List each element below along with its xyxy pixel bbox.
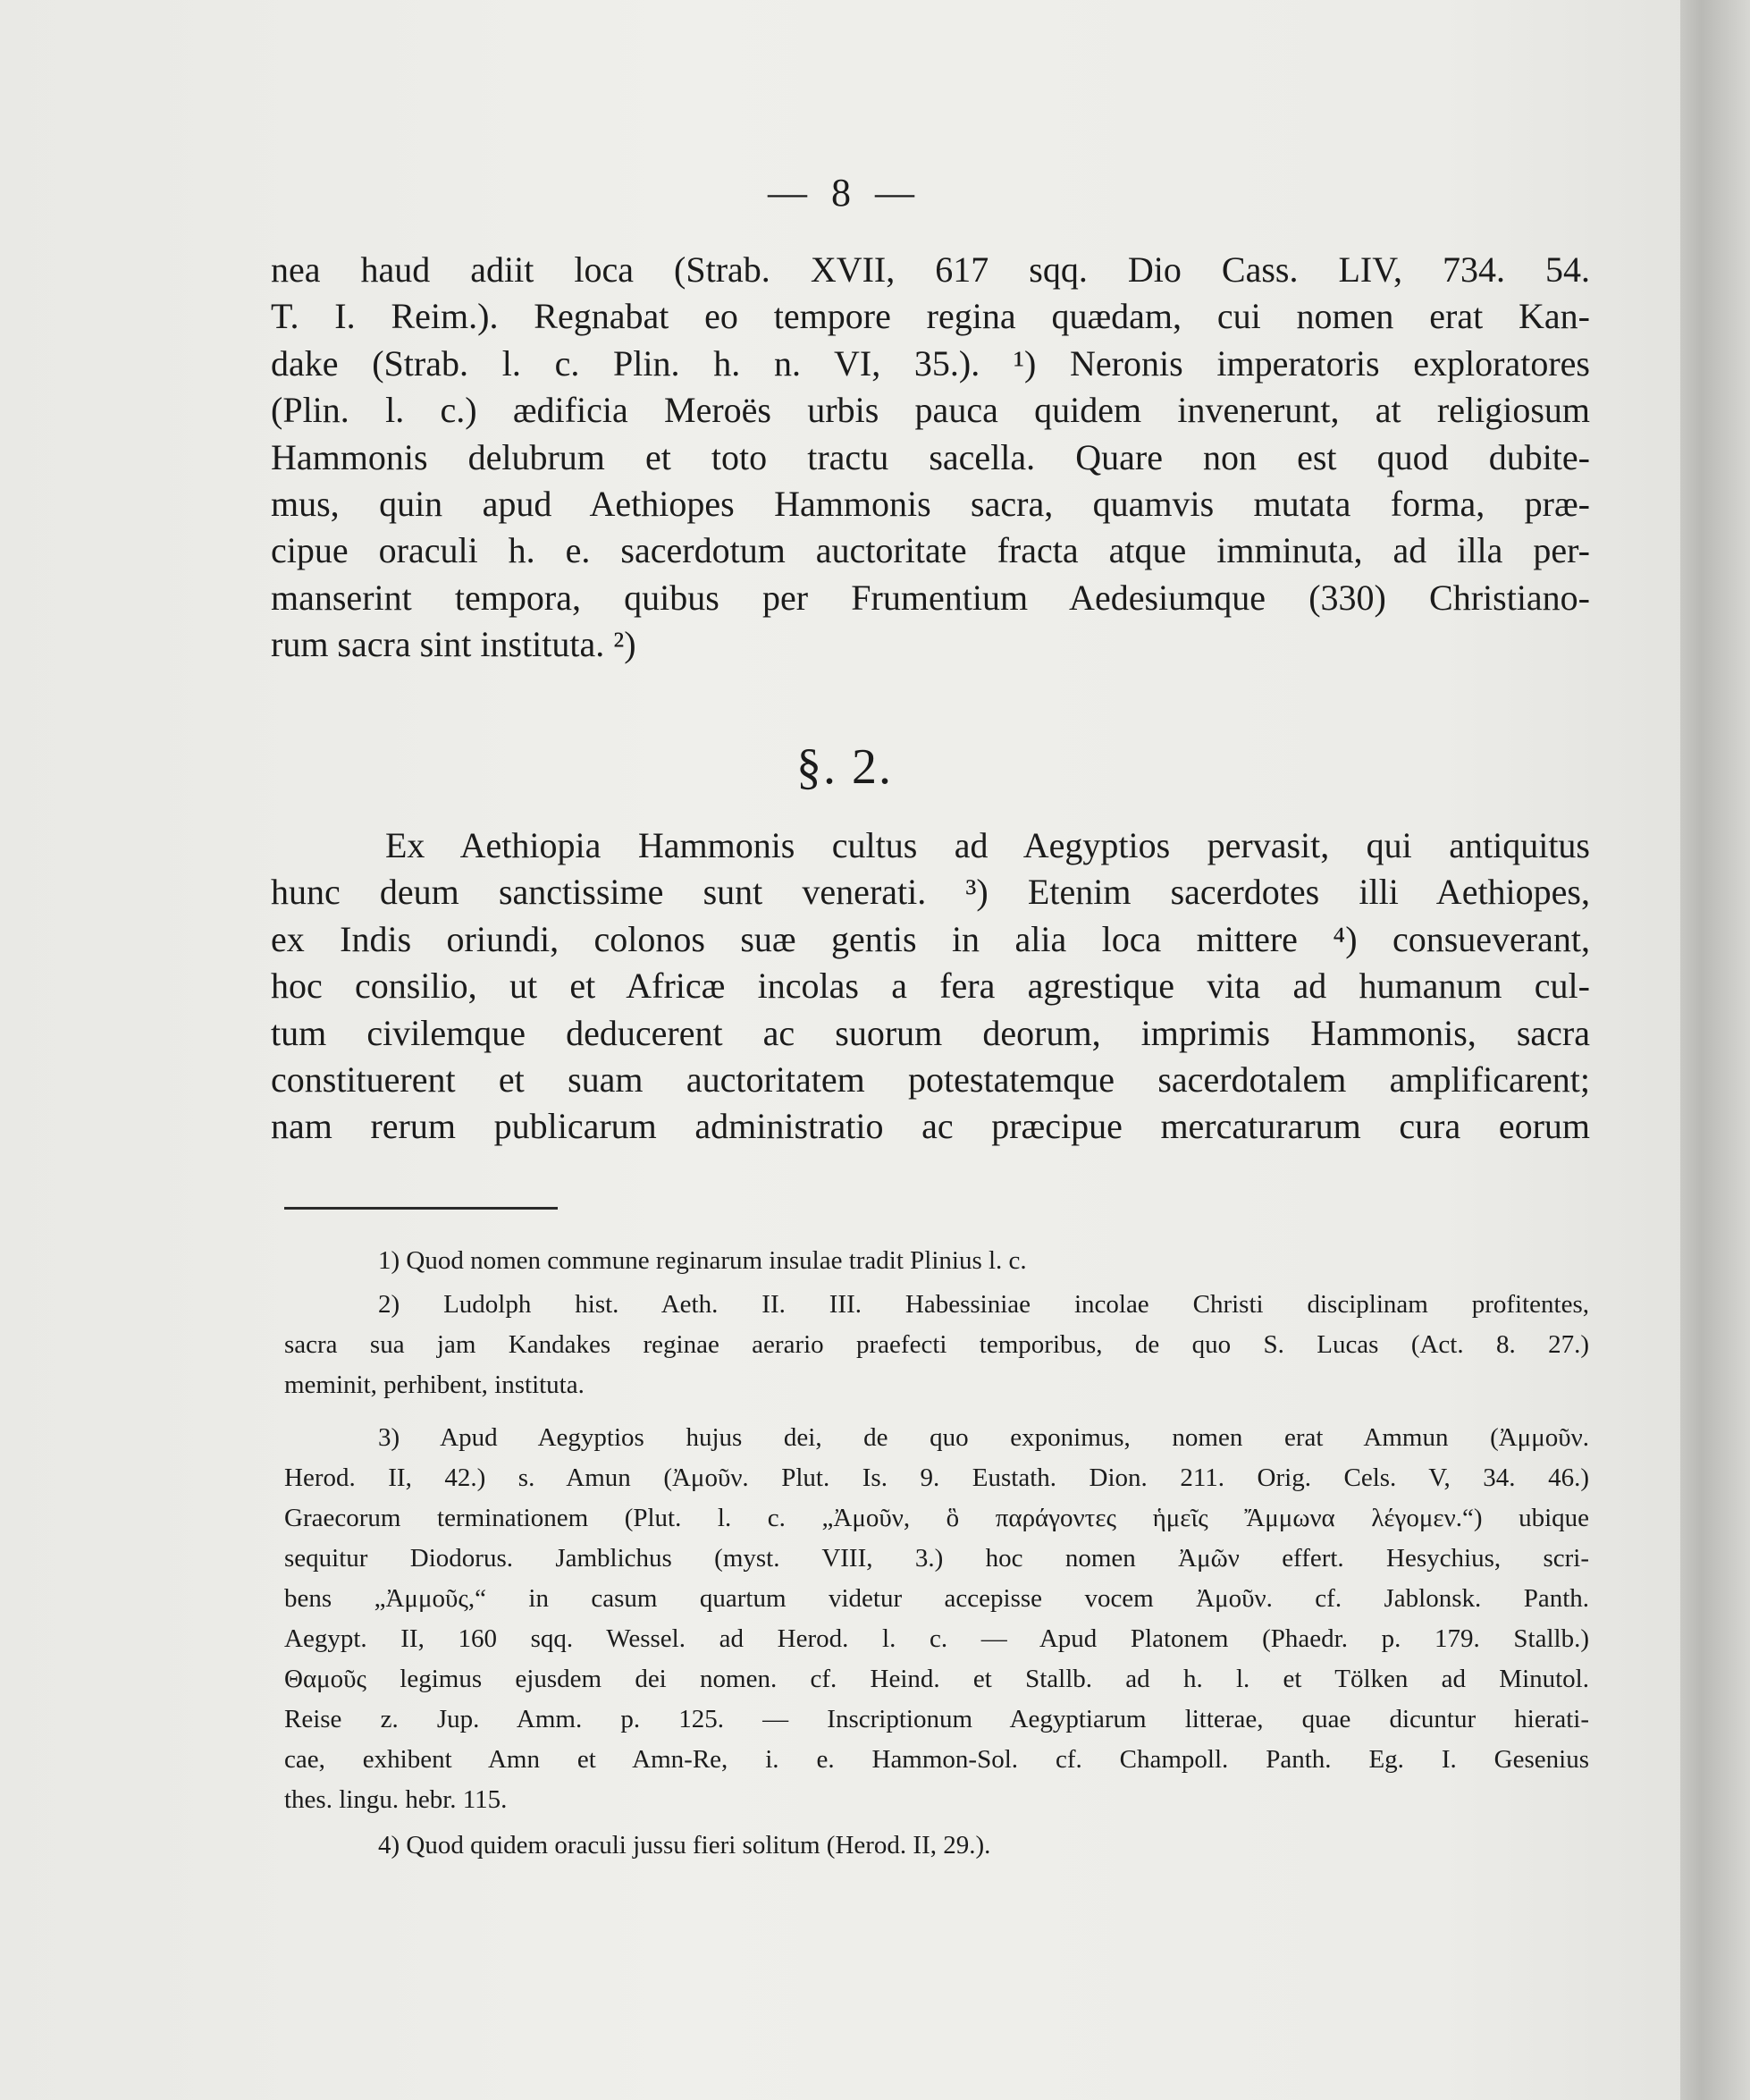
text-line: hunc deum sanctissime sunt venerati. ³) Etenim sacerdotes illi Aethiopes, [271,872,1590,913]
footnote-line: cae, exhibent Amn et Amn-Re, i. e. Hammon-Sol. cf. Champoll. Panth. Eg. I. Gesenius [284,1745,1589,1774]
text-line: constituerent et suam auctoritatem potestatemque sacerdotalem amplificarent; [271,1059,1590,1101]
footnote-line: meminit, perhibent, instituta. [284,1370,585,1399]
text-line: nea haud adiit loca (Strab. XVII, 617 sqq. Dio Cass. LIV, 734. 54. [271,249,1590,290]
footnote-line: thes. lingu. hebr. 115. [284,1785,508,1814]
footnote-line: sacra sua jam Kandakes reginae aerario praefecti temporibus, de quo S. Lucas (Act. 8. 27.) [284,1330,1589,1359]
main-text [271,247,1590,669]
footnote-line: Herod. II, 42.) s. Amun (Ἀμοῦν. Plut. Is. 9. Eustath. Dion. 211. Orig. Cels. V, 34. 46.) [284,1463,1589,1492]
footnote-line: 3) Apud Aegyptios hujus dei, de quo exponimus, nomen erat Ammun (Ἀμμοῦν. [378,1423,1589,1452]
footnote-rule [284,1207,558,1210]
text-line: ex Indis oriundi, colonos suæ gentis in alia loca mittere ⁴) consueverant, [271,918,1590,959]
text-line: T. I. Reim.). Regnabat eo tempore regina quædam, cui nomen erat Kan- [271,296,1590,337]
text-line: mus, quin apud Aethiopes Hammonis sacra, quamvis mutata forma, præ- [271,484,1590,525]
text-line: manserint tempora, quibus per Frumentium Aedesiumque (330) Christiano- [271,577,1590,618]
text-line: (Plin. l. c.) ædificia Meroës urbis pauca quidem invenerunt, at religiosum [271,390,1590,431]
footnote-4 [284,1826,1589,1866]
text-line: dake (Strab. l. c. Plin. h. n. VI, 35.). ¹) Neronis imperatoris exploratores [271,342,1590,384]
footnote-line: 2) Ludolph hist. Aeth. II. III. Habessiniae incolae Christi disciplinam profitentes, [378,1290,1589,1319]
footnotes [284,1241,1589,1869]
footnote-1 [284,1241,1589,1281]
footnote-3 [284,1418,1589,1820]
footnote-line: 4) Quod quidem oraculi jussu fieri solitum (Herod. II, 29.). [378,1831,991,1860]
text-line: cipue oraculi h. e. sacerdotum auctoritate fracta atque imminuta, ad illa per- [271,530,1590,571]
main-text-continued [271,822,1590,1151]
footnote-line: 1) Quod nomen commune reginarum insulae tradit Plinius l. c. [378,1246,1027,1275]
text-line: rum sacra sint instituta. ²) [271,624,636,665]
footnote-line: Aegypt. II, 160 sqq. Wessel. ad Herod. l. c. — Apud Platonem (Phaedr. p. 179. Stallb.) [284,1624,1589,1653]
text-line: hoc consilio, ut et Africæ incolas a fera agrestique vita ad humanum cul- [271,966,1590,1007]
footnote-2 [284,1285,1589,1405]
text-line: Hammonis delubrum et toto tractu sacella. Quare non est quod dubite- [271,436,1590,477]
page-edge-shadow [1680,0,1750,2100]
footnote-line: Reise z. Jup. Amm. p. 125. — Inscriptionum Aegyptiarum litterae, quae dicuntur hierati- [284,1705,1589,1733]
section-heading: §. 2. [796,739,893,795]
text-line: tum civilemque deducerent ac suorum deorum, imprimis Hammonis, sacra [271,1012,1590,1053]
footnote-line: Θαμοῦς legimus ejusdem dei nomen. cf. Heind. et Stallb. ad h. l. et Tölken ad Minutol. [284,1665,1589,1693]
footnote-line: Graecorum terminationem (Plut. l. c. „Ἀμοῦν, ὃ παράγοντες ἡμεῖς Ἄμμωνα λέγομεν.“) ubique [284,1504,1589,1532]
footnote-line: sequitur Diodorus. Jamblichus (myst. VIII, 3.) hoc nomen Ἀμῶν effert. Hesychius, scri- [284,1544,1589,1573]
footnote-line: bens „Ἀμμοῦς,“ in casum quartum videtur accepisse vocem Ἀμοῦν. cf. Jablonsk. Panth. [284,1584,1589,1613]
text-line: nam rerum publicarum administratio ac præcipue mercaturarum cura eorum [271,1106,1590,1147]
paragraph-1 [271,247,1590,669]
text-line: Ex Aethiopia Hammonis cultus ad Aegyptios pervasit, qui antiquitus [385,825,1590,865]
paragraph-2 [271,822,1590,1151]
page-number: — 8 — [768,171,921,215]
